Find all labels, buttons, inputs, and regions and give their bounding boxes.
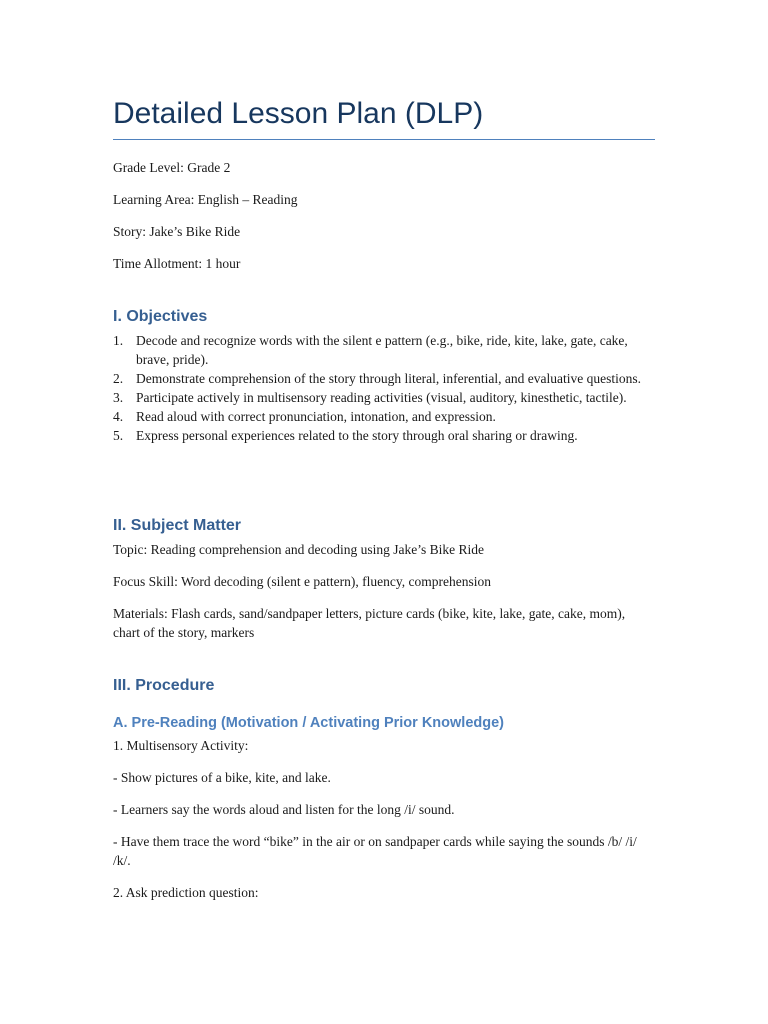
procedure-step: 1. Multisensory Activity: — [113, 738, 249, 753]
objective-text: Demonstrate comprehension of the story through literal, inferential, and evaluative questions. — [136, 371, 641, 386]
objective-text: Decode and recognize words with the silent e pattern (e.g., bike, ride, kite, lake, gate, cake, brave, pride). — [136, 333, 628, 367]
focus-skill-line: Focus Skill: Word decoding (silent e pattern), fluency, comprehension — [113, 574, 491, 589]
objective-number: 4. — [113, 409, 124, 424]
objective-item — [113, 369, 655, 388]
subject-matter-heading: II. Subject Matter — [113, 517, 242, 534]
objective-item — [113, 426, 655, 445]
materials-line: Materials: Flash cards, sand/sandpaper letters, picture cards (bike, kite, lake, gate, cake, mom), chart of the story, markers — [113, 606, 626, 640]
time-allotment-line: Time Allotment: 1 hour — [113, 256, 241, 271]
procedure-bullet: - Show pictures of a bike, kite, and lake. — [113, 770, 331, 785]
pre-reading-heading: A. Pre-Reading (Motivation / Activating Prior Knowledge) — [113, 715, 504, 731]
objective-item — [113, 407, 655, 426]
grade-level-line: Grade Level: Grade 2 — [113, 160, 231, 175]
objectives-list — [113, 331, 655, 445]
objective-item — [113, 388, 655, 407]
procedure-bullet: - Have them trace the word “bike” in the air or on sandpaper cards while saying the sounds /b/ /i/ /k/. — [113, 834, 637, 868]
objective-text: Express personal experiences related to the story through oral sharing or drawing. — [136, 428, 578, 443]
title-underline — [113, 139, 655, 140]
objective-text: Participate actively in multisensory reading activities (visual, auditory, kinesthetic, tactile). — [136, 390, 627, 405]
procedure-heading: III. Procedure — [113, 677, 215, 694]
objective-item — [113, 331, 655, 369]
objective-number: 1. — [113, 333, 124, 348]
objective-number: 5. — [113, 428, 124, 443]
story-line: Story: Jake’s Bike Ride — [113, 224, 241, 239]
learning-area-line: Learning Area: English – Reading — [113, 192, 298, 207]
objective-number: 3. — [113, 390, 124, 405]
procedure-step: 2. Ask prediction question: — [113, 885, 259, 900]
document-title: Detailed Lesson Plan (DLP) — [113, 97, 484, 130]
objective-text: Read aloud with correct pronunciation, intonation, and expression. — [136, 409, 496, 424]
topic-line: Topic: Reading comprehension and decoding using Jake’s Bike Ride — [113, 542, 484, 557]
objectives-heading: I. Objectives — [113, 308, 208, 325]
objective-number: 2. — [113, 371, 124, 386]
procedure-bullet: - Learners say the words aloud and listen for the long /i/ sound. — [113, 802, 455, 817]
